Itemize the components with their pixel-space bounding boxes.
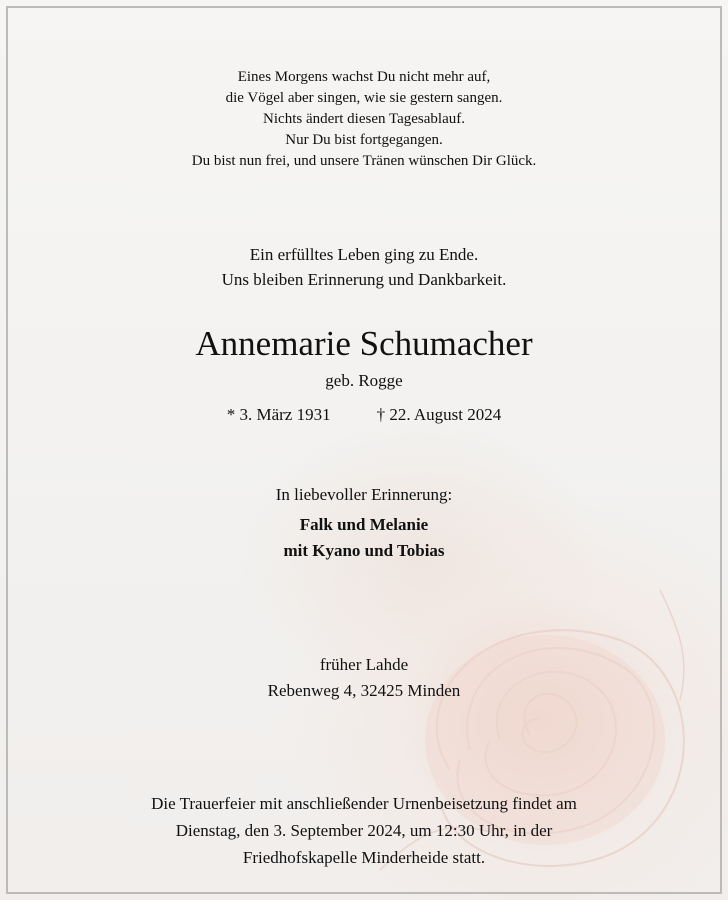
residence [0,652,728,704]
intro-text [0,242,728,292]
poem-line: Nur Du bist fortgegangen. [285,132,443,148]
ceremony-line: Dienstag, den 3. September 2024, um 12:30 Uhr, in der [175,821,553,840]
born-name: geb. Rogge [325,371,403,390]
mourners-names [0,512,728,564]
address-line: Rebenweg 4, 32425 Minden [267,681,461,700]
poem-line: Du bist nun frei, und unsere Tränen wünschen Dir Glück. [191,153,537,169]
poem-line: die Vögel aber singen, wie sie gestern sangen. [225,90,503,106]
mourner-line: Falk und Melanie [299,515,429,534]
life-dates [0,404,728,426]
ceremony-line: Friedhofskapelle Minderheide statt. [242,848,486,867]
death-date: † 22. August 2024 [376,405,502,424]
poem [0,67,728,172]
ceremony-line: Die Trauerfeier mit anschließender Urnenbeisetzung findet am [151,794,577,813]
ceremony-notice [0,790,728,871]
birth-date: * 3. März 1931 [226,405,331,424]
mourner-line: mit Kyano und Tobias [283,541,445,560]
poem-line: Eines Morgens wachst Du nicht mehr auf, [237,69,491,85]
poem-line: Nichts ändert diesen Tagesablauf. [263,111,465,127]
mourners-intro: In liebevoller Erinnerung: [275,485,453,504]
residence-line: früher Lahde [319,655,409,674]
intro-line: Uns bleiben Erinnerung und Dankbarkeit. [221,270,507,289]
intro-line: Ein erfülltes Leben ging zu Ende. [249,245,479,264]
deceased-name: Annemarie Schumacher [195,324,533,363]
